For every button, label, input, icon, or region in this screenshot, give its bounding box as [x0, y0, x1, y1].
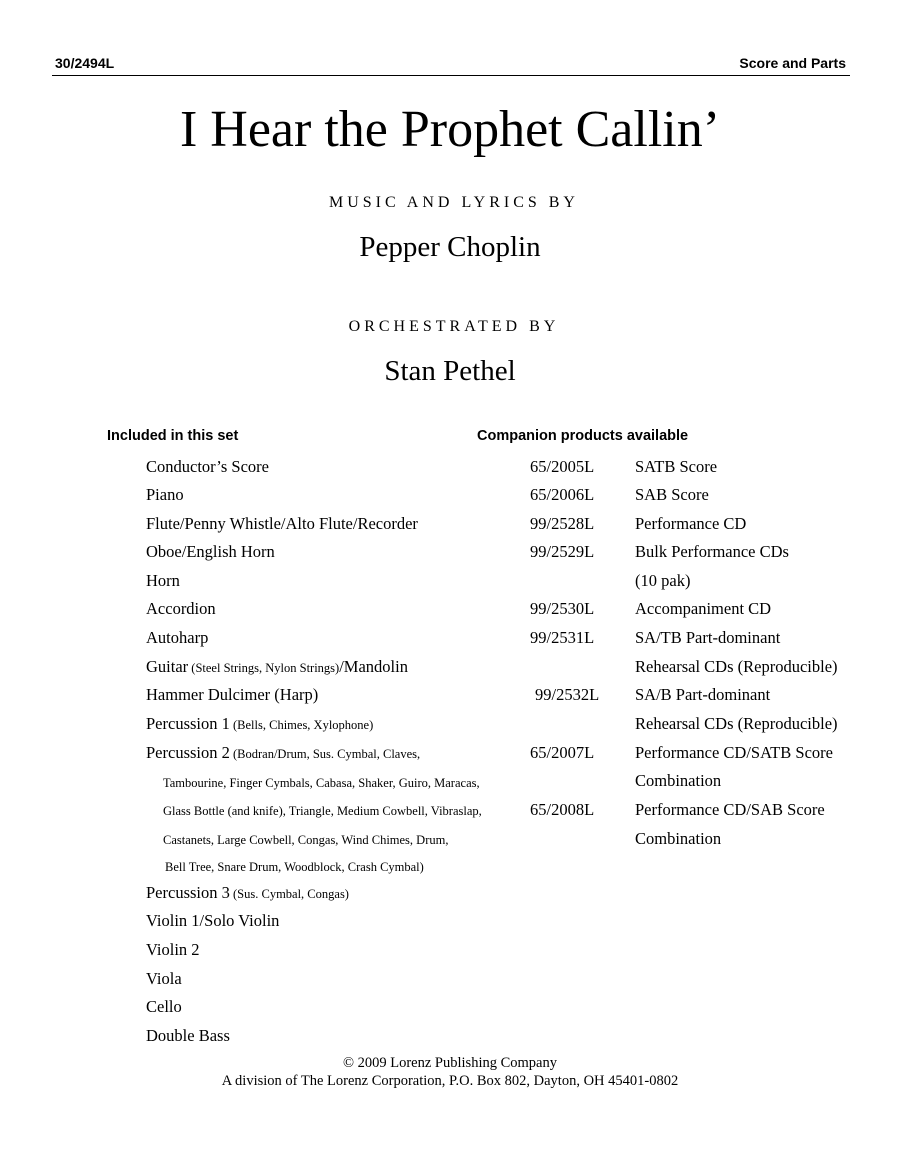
- product-code: 99/2532L: [535, 685, 600, 704]
- list-item-continuation: Castanets, Large Cowbell, Congas, Wind Chimes, Drum,: [163, 833, 449, 847]
- catalog-number: 30/2494L: [55, 55, 115, 71]
- product-code: 99/2529L: [530, 542, 595, 561]
- list-item: Cello: [146, 997, 182, 1016]
- page-title: I Hear the Prophet Callin’: [179, 101, 721, 158]
- list-item: Violin 1/Solo Violin: [146, 911, 280, 930]
- list-item: Accordion: [146, 599, 216, 618]
- list-item: Percussion 1 (Bells, Chimes, Xylophone): [146, 714, 374, 733]
- list-item: Horn: [146, 571, 180, 590]
- product-code: 65/2005L: [530, 457, 595, 476]
- list-item: Double Bass: [146, 1026, 230, 1045]
- product-description: SATB Score: [635, 457, 718, 476]
- product-description: SA/B Part-dominant: [635, 685, 771, 704]
- product-code: 65/2007L: [530, 743, 595, 762]
- product-code: 99/2530L: [530, 599, 595, 618]
- composer-name: Pepper Choplin: [359, 231, 541, 263]
- product-description: Rehearsal CDs (Reproducible): [635, 657, 838, 676]
- product-description: (10 pak): [635, 571, 691, 590]
- music-lyrics-label: MUSIC AND LYRICS BY: [329, 194, 579, 211]
- publisher-address: A division of The Lorenz Corporation, P.O. Box 802, Dayton, OH 45401-0802: [221, 1073, 679, 1089]
- copyright-notice: © 2009 Lorenz Publishing Company: [342, 1055, 557, 1071]
- product-type: Score and Parts: [739, 55, 846, 71]
- product-description: Performance CD/SATB Score: [635, 743, 833, 762]
- header-rule: [52, 75, 850, 76]
- product-code: 65/2006L: [530, 485, 595, 504]
- companion-heading: Companion products available: [477, 428, 689, 444]
- list-item: Percussion 3 (Sus. Cymbal, Congas): [146, 883, 349, 902]
- orchestrator-name: Stan Pethel: [384, 355, 516, 387]
- list-item: Hammer Dulcimer (Harp): [146, 685, 319, 704]
- list-item: Guitar (Steel Strings, Nylon Strings)/Mandolin: [146, 657, 408, 676]
- included-heading: Included in this set: [107, 428, 239, 444]
- product-description: Performance CD: [635, 514, 747, 533]
- list-item: Flute/Penny Whistle/Alto Flute/Recorder: [146, 514, 418, 533]
- product-code: 99/2531L: [530, 628, 595, 647]
- list-item-continuation: Glass Bottle (and knife), Triangle, Medium Cowbell, Vibraslap,: [163, 804, 482, 818]
- list-item: Piano: [146, 485, 184, 504]
- list-item: Violin 2: [146, 940, 200, 959]
- product-description: Rehearsal CDs (Reproducible): [635, 714, 838, 733]
- list-item: Viola: [146, 969, 182, 988]
- product-description: Combination: [635, 829, 722, 848]
- orchestrated-label: ORCHESTRATED BY: [348, 318, 560, 335]
- list-item-continuation: Tambourine, Finger Cymbals, Cabasa, Shaker, Guiro, Maracas,: [163, 776, 480, 790]
- product-description: SAB Score: [635, 485, 709, 504]
- product-description: Combination: [635, 771, 722, 790]
- product-description: Accompaniment CD: [635, 599, 772, 618]
- product-description: SA/TB Part-dominant: [635, 628, 781, 647]
- list-item: Percussion 2 (Bodran/Drum, Sus. Cymbal, Claves,: [146, 743, 421, 762]
- list-item-continuation: Bell Tree, Snare Drum, Woodblock, Crash Cymbal): [165, 860, 424, 874]
- product-code: 65/2008L: [530, 800, 595, 819]
- product-description: Bulk Performance CDs: [635, 542, 789, 561]
- product-description: Performance CD/SAB Score: [635, 800, 825, 819]
- list-item: Autoharp: [146, 628, 209, 647]
- list-item: Conductor’s Score: [146, 457, 269, 476]
- list-item: Oboe/English Horn: [146, 542, 275, 561]
- product-code: 99/2528L: [530, 514, 595, 533]
